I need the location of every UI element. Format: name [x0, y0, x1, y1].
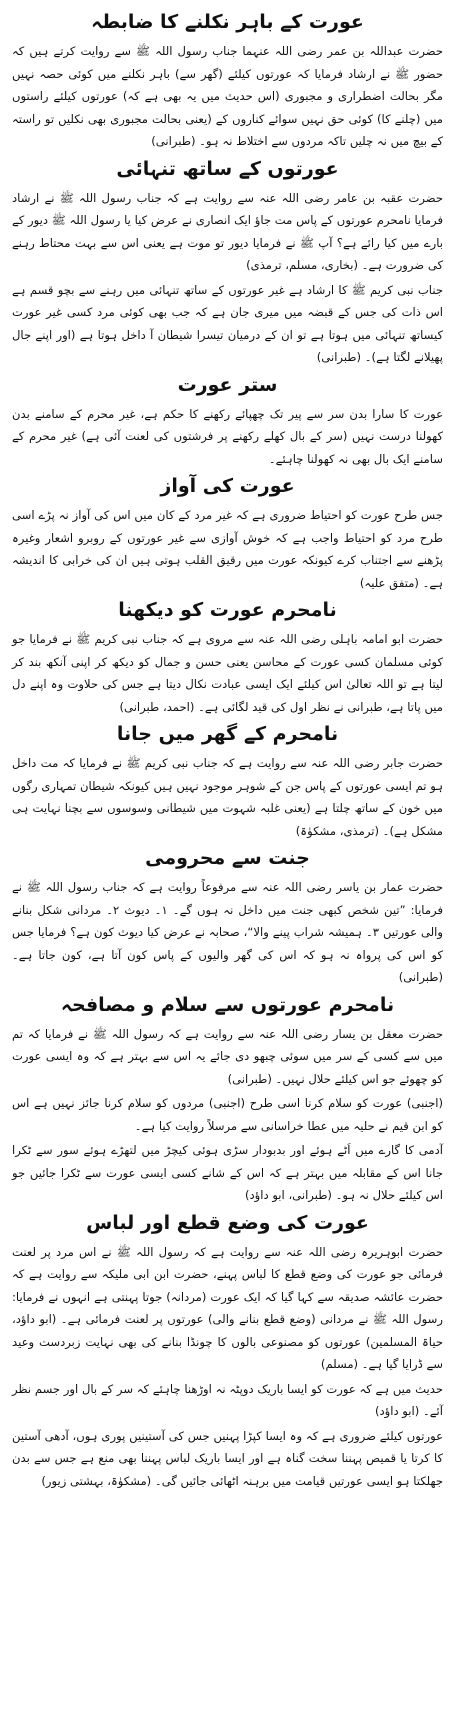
- section-paragraph: حضرت جابر رضی اللہ عنہ سے روایت ہے کہ جناب نبی کریم ﷺ نے فرمایا کہ مت داخل ہو تم ایسی عورتوں کے پاس جن کے شوہر موجود نہیں ہیں کیونکہ شیطان تمہاری رگوں میں خون کے ساتھ چلتا ہے (یعنی غلبہ شہوت میں شیطانی وسوسوں سے بچنا نہایت ہی مشکل ہے)۔ (ترمذی، مشکوٰۃ): [12, 756, 443, 838]
- section-paragraph: جس طرح عورت کو احتیاط ضروری ہے کہ غیر مرد کے کان میں اس کی آواز نہ پڑے اسی طرح مرد کو احتیاط واجب ہے کہ خوش آوازی سے غیر عورتوں کے روبرو اشعار وغیرہ پڑھنے سے اجتناب کرے کیونکہ عورت میں رقیق القلب ہوتی ہیں ان کی خرابی کا اندیشہ ہے۔ (متفق علیہ): [12, 508, 443, 590]
- article-section: [12, 991, 443, 1207]
- article-section: [12, 155, 443, 369]
- section-paragraph: حضرت عمار بن یاسر رضی اللہ عنہ سے مرفوعاً روایت ہے کہ جناب رسول اللہ ﷺ نے فرمایا: ”تین شخص کبھی جنت میں داخل نہ ہوں گے۔ ۱۔ دیوث ۲۔ مردانی شکل بنانے والی عورتیں ۳۔ ہمیشہ شراب پینے والا“، صحابہ نے عرض کیا دیوث کون ہے؟ فرمایا جس کو اس کی پرواہ نہ ہو کہ اس کی گھر والیوں کے پاس کون آتا ہے، کون جاتا ہے۔ (طبرانی): [12, 880, 443, 984]
- section-heading: عورتوں کے ساتھ تنہائی: [116, 157, 339, 180]
- article-content: [12, 8, 443, 1492]
- section-heading: عورت کی آواز: [160, 475, 295, 497]
- section-heading: جنت سے محرومی: [145, 847, 310, 869]
- section-paragraph: حضرت ابوہریرہ رضی اللہ عنہ سے روایت ہے کہ رسول اللہ ﷺ نے اس مرد پر لعنت فرمائی جو عورت کی وضع قطع کا لباس پہنے، حضرت ابن ابی ملیکہ سے روایت ہے کہ حضرت عائشہ صدیقہ سے کہا گیا کہ ایک عورت (مردانہ) جوتا پہنتی ہے انہوں نے فرمایا: رسول اللہ ﷺ نے مردانی (وضع قطع بنانے والی) عورتوں پر لعنت فرمائی ہے۔ (ابو داؤد، حیاۃ المسلمین) عورتوں کو مصنوعی بالوں کا چونڈا بنانے کی بھی نہایت زبردست وعید سے ڈرایا گیا ہے۔ (مسلم): [12, 1244, 443, 1371]
- section-paragraph: (اجنبی) عورت کو سلام کرنا اسی طرح (اجنبی) مردوں کو سلام کرنا جائز نہیں ہے اس کو ابن قیم نے حلیہ میں عطا خراسانی سے مرسلاً روایت کیا ہے۔: [12, 1096, 443, 1133]
- article-section: [12, 1209, 443, 1493]
- article-section: [12, 371, 443, 471]
- section-paragraph: حدیث میں ہے کہ عورت کو ایسا باریک دوپٹہ نہ اوڑھنا چاہئے کہ سر کے بال اور جسم نظر آئے۔ (ابو داؤد): [12, 1381, 443, 1418]
- article-section: [12, 720, 443, 842]
- section-heading: ستر عورت: [177, 373, 278, 396]
- section-paragraph: عورتوں کیلئے ضروری ہے کہ وہ ایسا کپڑا پہنیں جس کی آستینیں پوری ہوں، آدھی آستین کا کرتا یا قمیص پہننا سخت گناہ ہے اور ایسا باریک لباس پہننا بھی منع ہے جس سے بدن جھلکتا ہو ایسی عورتیں قیامت میں برہنہ اٹھائی جائیں گی۔ (مشکوٰۃ، بہشتی زیور): [12, 1428, 443, 1488]
- article-section: [12, 8, 443, 153]
- section-paragraph: حضرت عبداللہ بن عمر رضی اللہ عنہما جناب رسول اللہ ﷺ سے روایت کرتے ہیں کہ حضور ﷺ نے ارشاد فرمایا کہ عورتوں کیلئے (گھر سے) باہر نکلنے میں کوئی حصہ نہیں مگر بحالت اضطراری و مجبوری (اس حدیث میں یہ بھی ہے کہ) عورتوں کیلئے راستوں میں (چلنے کا) کوئی حق نہیں سوائے کناروں کے (یعنی بحالت مجبوری بھی نکلیں تو راستہ کے بیچ میں نہ چلیں تاکہ مردوں سے اختلاط نہ ہو۔ (طبرانی): [12, 44, 443, 148]
- section-heading: نامحرم عورتوں سے سلام و مصافحہ: [60, 993, 395, 1016]
- article-section: [12, 844, 443, 989]
- section-heading: عورت کی وضع قطع اور لباس: [86, 1211, 369, 1234]
- section-paragraph: آدمی کا گارے میں اَٹے ہوئے اور بدبودار سڑی ہوئی کیچڑ میں لتھڑے ہوئے سور سے ٹکرا جانا اس کے مقابلہ میں بہتر ہے کہ اس کے شانے کسی ایسی عورت سے ٹکرا جائیں جو اس کیلئے حلال نہ ہو۔ (طبرانی، ابو داؤد): [12, 1143, 443, 1202]
- section-paragraph: جناب نبی کریم ﷺ کا ارشاد ہے غیر عورتوں کے ساتھ تنہائی میں رہنے سے بچو قسم ہے اس ذات کی جس کے قبضہ میں میری جان ہے کہ جب بھی کوئی مرد کسی غیر عورت کیساتھ تنہائی میں ہوتا ہے تو ان کے درمیان تیسرا شیطان آ داخل ہوتا ہے (اور اپنے جال پھیلانے لگتا ہے)۔ (طبرانی): [12, 282, 443, 364]
- section-heading: نامحرم کے گھر میں جانا: [116, 723, 339, 745]
- section-paragraph: حضرت عقبہ بن عامر رضی اللہ عنہ سے روایت ہے کہ جناب رسول اللہ ﷺ نے ارشاد فرمایا نامحرم عورتوں کے پاس مت جاؤ ایک انصاری نے عرض کیا یا رسول اللہ ﷺ دیور کے بارے میں کیا رائے ہے؟ آپ ﷺ نے فرمایا دیور تو موت ہے یعنی اس سے بہت محتاط رہنے کی ضرورت ہے۔ (بخاری، مسلم، ترمذی): [12, 190, 443, 272]
- section-paragraph: حضرت معقل بن یسار رضی اللہ عنہ سے روایت ہے کہ رسول اللہ ﷺ نے فرمایا کہ تم میں سے کسی کے سر میں سوئی چبھو دی جائے یہ اس سے بہتر ہے کہ وہ ایسی عورت کو چھوئے جو اس کیلئے حلال نہیں۔ (طبرانی): [12, 1026, 443, 1086]
- section-paragraph: عورت کا سارا بدن سر سے پیر تک چھپائے رکھنے کا حکم ہے، غیر محرم کے سامنے بدن کھولنا درست نہیں (سر کے بال کھلے رکھنے پر فرشتوں کی لعنت آئی ہے) غیر محرم کے سامنے ایک بال بھی نہ کھولنا چاہئے۔: [12, 406, 443, 466]
- section-paragraph: حضرت ابو امامہ باہلی رضی اللہ عنہ سے مروی ہے کہ جناب نبی کریم ﷺ نے فرمایا جو کوئی مسلمان کسی عورت کے محاسن یعنی حسن و جمال کو دیکھ کر اپنی آنکھ بند کر لیتا ہے تو اللہ تعالیٰ اس کیلئے ایک ایسی عبادت نکال دیتا ہے جس کی حلاوت وہ اپنے دل میں پاتا ہے، طبرانی نے نظر اول کی قید لگائی ہے۔ (احمد، طبرانی): [12, 632, 443, 714]
- section-heading: نامحرم عورت کو دیکھنا: [118, 599, 337, 621]
- article-section: [12, 472, 443, 594]
- section-heading: عورت کے باہر نکلنے کا ضابطہ: [91, 11, 364, 33]
- article-section: [12, 596, 443, 718]
